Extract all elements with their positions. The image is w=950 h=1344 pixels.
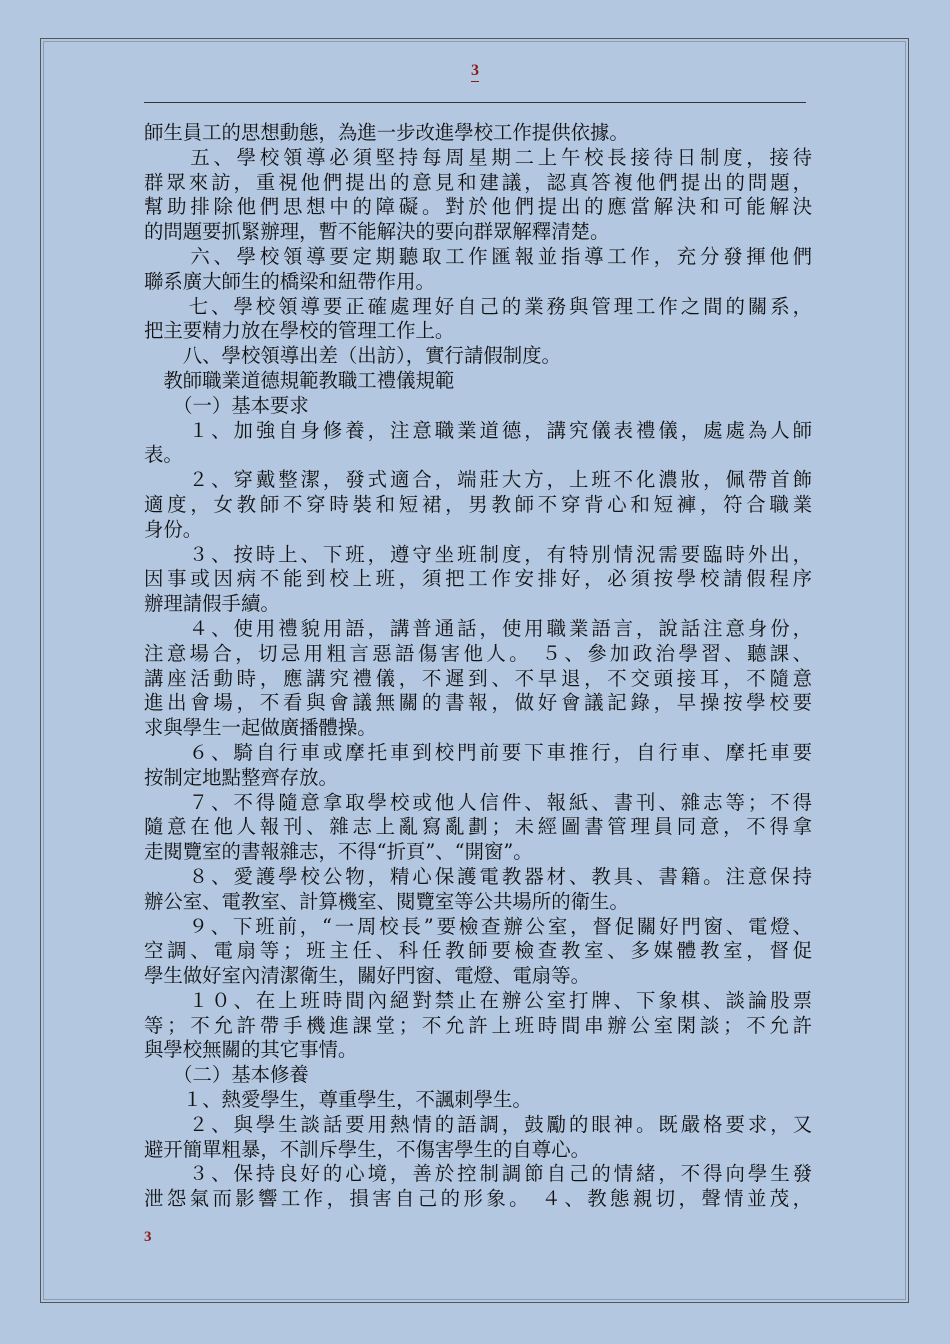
text-line: １、熱愛學生，尊重學生，不諷刺學生。	[144, 1088, 532, 1112]
text-line: １０、在上班時間內絕對禁止在辦公室打牌、下象棋、談論股票	[144, 988, 812, 1012]
text-line: ６、騎自行車或摩托車到校門前要下車推行，自行車、摩托車要	[144, 740, 812, 764]
text-line: 身份。	[144, 517, 203, 541]
text-line: 走閱覽室的書報雜志，不得“折頁”、“開窗”。	[144, 840, 533, 864]
text-line: 隨意在他人報刊、雜志上亂寫亂劃；未經圖書管理員同意，不得拿	[144, 815, 812, 839]
text-line: ４、使用禮貌用語，講普通話，使用職業語言，說話注意身份，	[144, 616, 812, 640]
text-line: 的問題要抓緊辦理，暫不能解決的要向群眾解釋清楚。	[144, 220, 610, 244]
text-line: 進出會場，不看與會議無關的書報，做好會議記錄，早操按學校要	[144, 691, 812, 715]
text-line: 按制定地點整齊存放。	[144, 765, 338, 789]
text-line: 幫助排除他們思想中的障礙。對於他們提出的應當解決和可能解決	[144, 195, 812, 219]
document-body	[144, 121, 812, 1212]
text-line: 講座活動時，應講究禮儀，不遲到、不早退，不交頭接耳，不隨意	[144, 666, 812, 690]
text-line: 因事或因病不能到校上班，須把工作安排好，必須按學校請假程序	[144, 567, 812, 591]
header-page-number: 3	[0, 62, 950, 80]
text-line: 八、學校領導出差（出訪），實行請假制度。	[144, 344, 561, 368]
text-line: 師生員工的思想動態，為進一步改進學校工作提供依據。	[144, 121, 629, 144]
text-line: 等；不允許帶手機進課堂；不允許上班時間串辦公室閑談；不允許	[144, 1013, 812, 1037]
text-line: ２、與學生談話要用熱情的語調，鼓勵的眼神。既嚴格要求，又	[144, 1112, 812, 1136]
text-line: 聯系廣大師生的橋梁和紐帶作用。	[144, 269, 435, 293]
text-line: 辦公室、電教室、計算機室、閱覽室等公共場所的衛生。	[144, 889, 629, 913]
header-rule	[144, 102, 806, 103]
text-line: 群眾來訪，重視他們提出的意見和建議，認真答複他們提出的問題，	[144, 170, 812, 194]
text-line: 六、學校領導要定期聽取工作匯報並指導工作，充分發揮他們	[144, 244, 812, 268]
text-line: 求與學生一起做廣播體操。	[144, 716, 377, 740]
text-line: ８、愛護學校公物，精心保護電教器材、教具、書籍。注意保持	[144, 864, 812, 888]
text-line: 空調、電扇等；班主任、科任教師要檢查教室、多媒體教室，督促	[144, 939, 812, 963]
text-line: 泄怨氣而影響工作，損害自己的形象。 ４、教態親切，聲情並茂，	[144, 1187, 812, 1211]
text-line: 適度，女教師不穿時裝和短裙，男教師不穿背心和短褲，符合職業	[144, 492, 812, 516]
text-line: ７、不得隨意拿取學校或他人信件、報紙、書刊、雜志等；不得	[144, 790, 812, 814]
footer-page-number: 3	[144, 1229, 152, 1245]
text-line: ３、保持良好的心境，善於控制調節自己的情緒，不得向學生發	[144, 1162, 812, 1186]
text-line: １、加強自身修養，注意職業道德，講究儀表禮儀，處處為人師	[144, 418, 812, 442]
text-line: （二）基本修養	[144, 1063, 309, 1087]
text-line: （一）基本要求	[144, 393, 309, 417]
text-line: 學生做好室內清潔衛生，關好門窗、電燈、電扇等。	[144, 964, 590, 988]
text-line: 表。	[144, 443, 183, 467]
text-line: 與學校無關的其它事情。	[144, 1038, 358, 1062]
text-line: ３、按時上、下班，遵守坐班制度，有特別情況需要臨時外出，	[144, 542, 812, 566]
text-line: 把主要精力放在學校的管理工作上。	[144, 319, 455, 343]
text-line: 教師職業道德規範教職工禮儀規範	[144, 368, 455, 392]
text-line: ２、穿戴整潔，發式適合，端莊大方，上班不化濃妝，佩帶首飾	[144, 468, 812, 492]
text-line: ９、下班前，“一周校長”要檢查辦公室，督促關好門窗、電燈、	[144, 914, 812, 938]
text-line: 辦理請假手續。	[144, 592, 280, 616]
text-line: 七、學校領導要正確處理好自己的業務與管理工作之間的關系，	[144, 294, 812, 318]
text-line: 五、學校領導必須堅持每周星期二上午校長接待日制度，接待	[144, 145, 812, 169]
text-line: 注意場合，切忌用粗言惡語傷害他人。 ５、參加政治學習、聽課、	[144, 641, 812, 665]
text-line: 避开簡單粗暴，不訓斥學生，不傷害學生的自尊心。	[144, 1137, 590, 1161]
